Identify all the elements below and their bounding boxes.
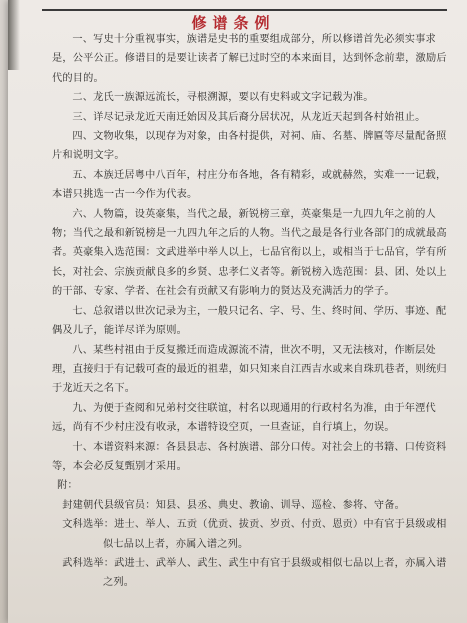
rule-paragraph-5: 五、本族迁居粤中八百年，村庄分布各地，各有精彩，或就赫然，实难一一记载，本谱只挑选一古一今作为代表。: [52, 169, 447, 201]
page-corner-shadow: [8, 0, 20, 70]
rule-paragraph-10: 十、本谱资料来源：各县县志、各村族谱、部分口传。对社会上的书籍、口传资料等，本会必反复甄别才采用。: [52, 441, 447, 472]
top-rule: [42, 9, 447, 11]
page-title: 修谱条例: [191, 14, 276, 32]
rule-paragraph-9: 九、为便于查阅和兄弟村交往联谊，村名以现通用的行政村名为准，由于年湮代远，尚有不少村庄没有收录，本谱特设空页，一旦查证，自行填上，勿误。: [52, 402, 436, 434]
article-body: [52, 30, 456, 593]
rule-paragraph-3: 三、详尽记录龙近天南迁始因及其后裔分居状况，从龙近天起到各村始祖止。: [72, 111, 426, 123]
rule-paragraph-4: 四、文物收集，以现存为对象，由各村提供，对祠、庙、名墓、牌匾等尽量配备照片和说明文字。: [52, 131, 447, 162]
rule-paragraph-6: 六、人物篇，设英豪集，当代之最，新锐榜三章，英豪集是一九四九年之前的人物；当代之最和新锐榜是一九四九年之后的人物。当代之最是各行业各部门的成就最高者。英豪集入选范围：文武进举中举人以上，七品官衔以上，或相当于七品官，学有所长，对社会、宗族贡献良多的乡贤、忠孝仁义者等。新锐榜入选范围：县、团、处以上的干部、专家、学者、在社会有贡献又有影响力的贤达及充满活力的学子。: [52, 208, 447, 298]
rule-paragraph-2: 二、龙氏一族源远流长，寻根溯源，要以有史料或文字记载为准。: [72, 92, 374, 104]
rule-paragraph-1: 一、写史十分重视事实，族谱是史书的重要组成部分，所以修谱首先必须实事求是，公平公正。修谱目的是要让读者了解已过时空的本来面目，达到怀念前辈，激励后代的目的。: [52, 34, 447, 84]
appendix-item-officials: 封建朝代县级官员：知县、县丞、典史、教谕、训导、巡检、参将、守备。: [62, 499, 405, 511]
rule-paragraph-8: 八、某些村祖由于反复搬迁而造成源流不清，世次不明，又无法核对，作断层处理，直接归于有记载可查的最近的祖辈，如只知来自江西吉水或来自珠玑巷者，则统归于龙近天之名下。: [52, 344, 447, 395]
appendix-item-civil-exam: 文科选举：进士、举人、五贡（优贡、拔贡、岁贡、付贡、恩贡）中有官于县级或相似七品以上者，亦属入谱之列。: [62, 519, 447, 550]
appendix-item-military-exam: 武科选举：武进士、武举人、武生、武生中有官于县级或相似七品以上者，亦属入谱之列。: [62, 557, 447, 589]
appendix-label: 附：: [57, 480, 78, 492]
rule-paragraph-7: 七、总叙谱以世次记录为主，一般只记名、字、号、生、终时间、学历、事迹、配偶及儿子，能详尽详为原则。: [52, 305, 447, 337]
